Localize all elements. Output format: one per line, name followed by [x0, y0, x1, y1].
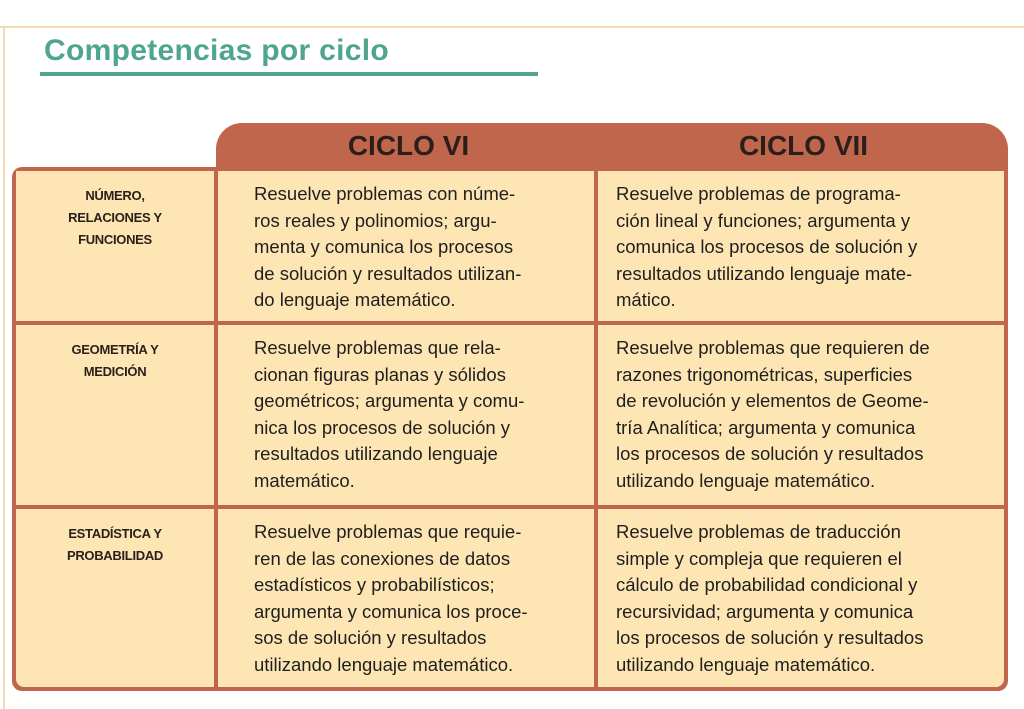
row-category-estadistica: ESTADÍSTICA Y PROBABILIDAD — [16, 509, 214, 687]
row-category-geometria: GEOMETRÍA Y MEDICIÓN — [16, 325, 214, 505]
column-header-ciclo-vi: CICLO VI — [347, 130, 470, 161]
top-border-line — [0, 26, 1024, 28]
cell-geometria-ciclo-vi: Resuelve problemas que rela- cionan figuras planas y sólidos geométricos; argumenta y comu- nica los procesos de solución y resultados utilizando lenguaje matemático. — [218, 325, 594, 505]
competencies-table — [12, 167, 1008, 691]
page-title: Competencias por ciclo — [44, 34, 390, 67]
left-border-line — [3, 26, 5, 709]
cell-numero-ciclo-vi: Resuelve problemas con núme- ros reales y polinomios; argu- menta y comunica los procesos de solución y resultados utilizan- do lenguaje matemático. — [218, 171, 594, 321]
cell-geometria-ciclo-vii: Resuelve problemas que requieren de razones trigonométricas, superficies de revolución y elementos de Geome- tría Analítica; argumenta y comunica los procesos de solución y resultados utilizando lenguaje matemático. — [598, 325, 1004, 505]
row-category-numero: NÚMERO, RELACIONES Y FUNCIONES — [16, 171, 214, 321]
cell-estadistica-ciclo-vii: Resuelve problemas de traducción simple y compleja que requieren el cálculo de probabilidad condicional y recursividad; argumenta y comunica los procesos de solución y resultados utilizando lenguaje matemático. — [598, 509, 1004, 687]
cell-numero-ciclo-vii: Resuelve problemas de programa- ción lineal y funciones; argumenta y comunica los procesos de solución y resultados utilizando lenguaje mate- mático. — [598, 171, 1004, 321]
cell-estadistica-ciclo-vi: Resuelve problemas que requie- ren de las conexiones de datos estadísticos y probabilísticos; argumenta y comunica los proce- sos de solución y resultados utilizando lenguaje matemático. — [218, 509, 594, 687]
title-underline — [40, 72, 538, 76]
column-header-ciclo-vii: CICLO VII — [738, 130, 869, 161]
